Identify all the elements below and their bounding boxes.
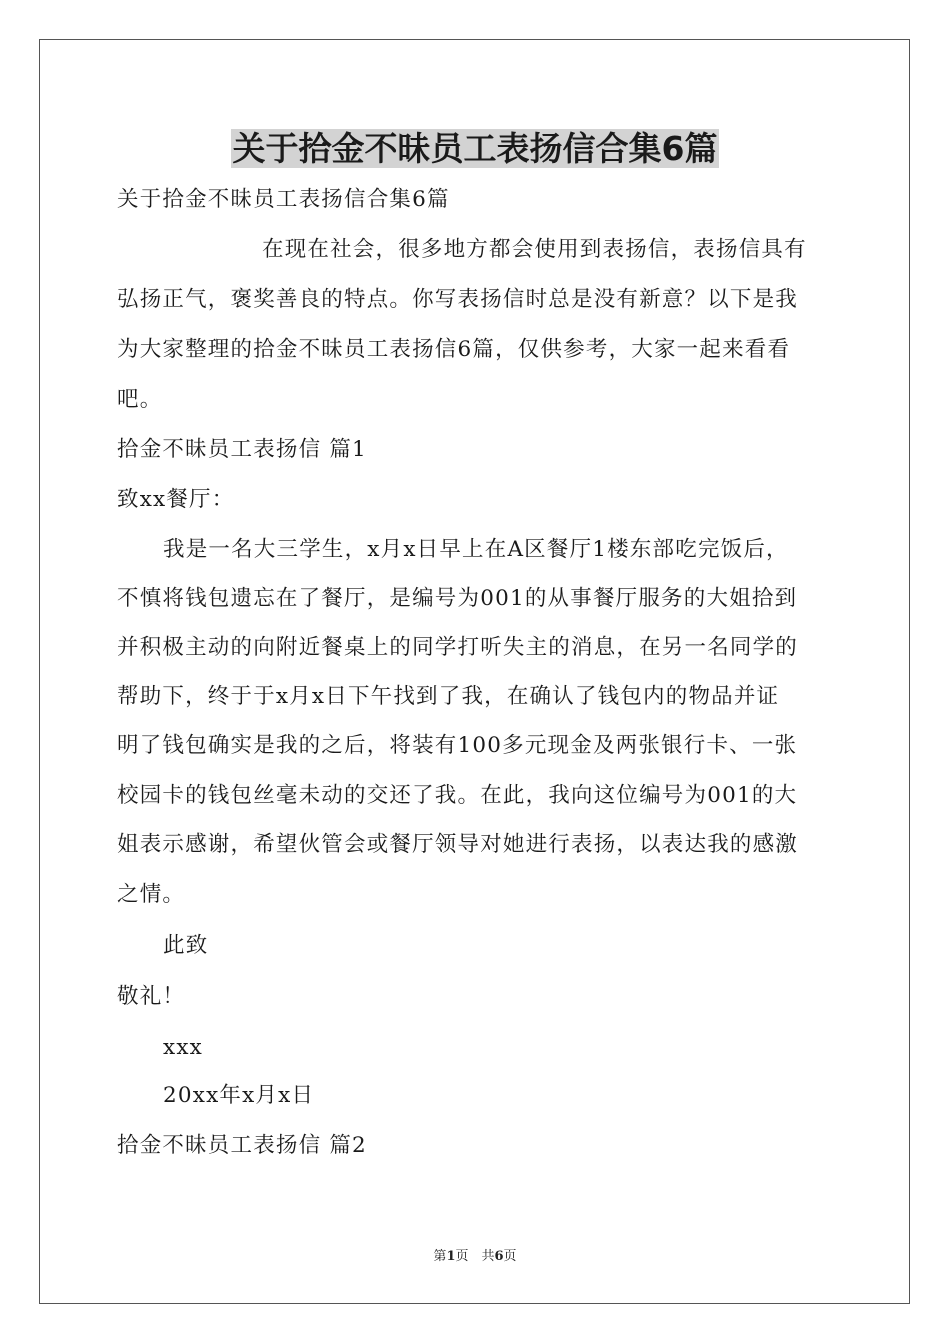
footer-prefix: 第 [433, 1249, 447, 1264]
section-heading-1: 拾金不昧员工表扬信 篇1 [117, 437, 367, 462]
footer-page-current: 1 [446, 1249, 456, 1264]
body-line-7: 姐表示感谢，希望伙管会或餐厅领导对她进行表扬，以表达我的感激 [117, 832, 799, 857]
body-line-2: 不慎将钱包遗忘在了餐厅，是编号为001的从事餐厅服务的大姐拾到 [117, 586, 798, 611]
intro-line-2: 弘扬正气，褒奖善良的特点。你写表扬信时总是没有新意？以下是我 [117, 287, 799, 312]
section-heading-2: 拾金不昧员工表扬信 篇2 [117, 1133, 367, 1158]
date: 20xx年x月x日 [163, 1083, 315, 1108]
regards: 敬礼！ [117, 984, 186, 1009]
intro-line-1: 在现在社会，很多地方都会使用到表扬信，表扬信具有 [262, 237, 807, 262]
page-footer [0, 1248, 950, 1266]
salutation: 致xx餐厅： [117, 487, 235, 512]
body-line-5: 明了钱包确实是我的之后，将装有100多元现金及两张银行卡、一张 [117, 733, 798, 758]
document-title [0, 126, 950, 172]
body-line-1: 我是一名大三学生，x月x日早上在A区餐厅1楼东部吃完饭后， [163, 537, 789, 562]
footer-page-total: 6 [494, 1249, 504, 1264]
body-line-4: 帮助下，终于于x月x日下午找到了我，在确认了钱包内的物品并证 [117, 684, 780, 709]
body-line-3: 并积极主动的向附近餐桌上的同学打听失主的消息，在另一名同学的 [117, 635, 799, 660]
body-line-6: 校园卡的钱包丝毫未动的交还了我。在此，我向这位编号为001的大 [117, 783, 798, 808]
document-subtitle: 关于拾金不昧员工表扬信合集6篇 [117, 187, 450, 212]
intro-line-3: 为大家整理的拾金不昧员工表扬信6篇，仅供参考，大家一起来看看 [117, 337, 791, 362]
closing: 此致 [163, 933, 209, 958]
signature: xxx [163, 1035, 203, 1060]
footer-suffix: 页 [503, 1249, 517, 1264]
page-border [39, 39, 910, 1304]
footer-mid: 页 共 [455, 1249, 495, 1264]
body-line-8: 之情。 [117, 882, 186, 907]
document-title-text: 关于拾金不昧员工表扬信合集6篇 [232, 129, 718, 168]
intro-line-4: 吧。 [117, 387, 163, 412]
